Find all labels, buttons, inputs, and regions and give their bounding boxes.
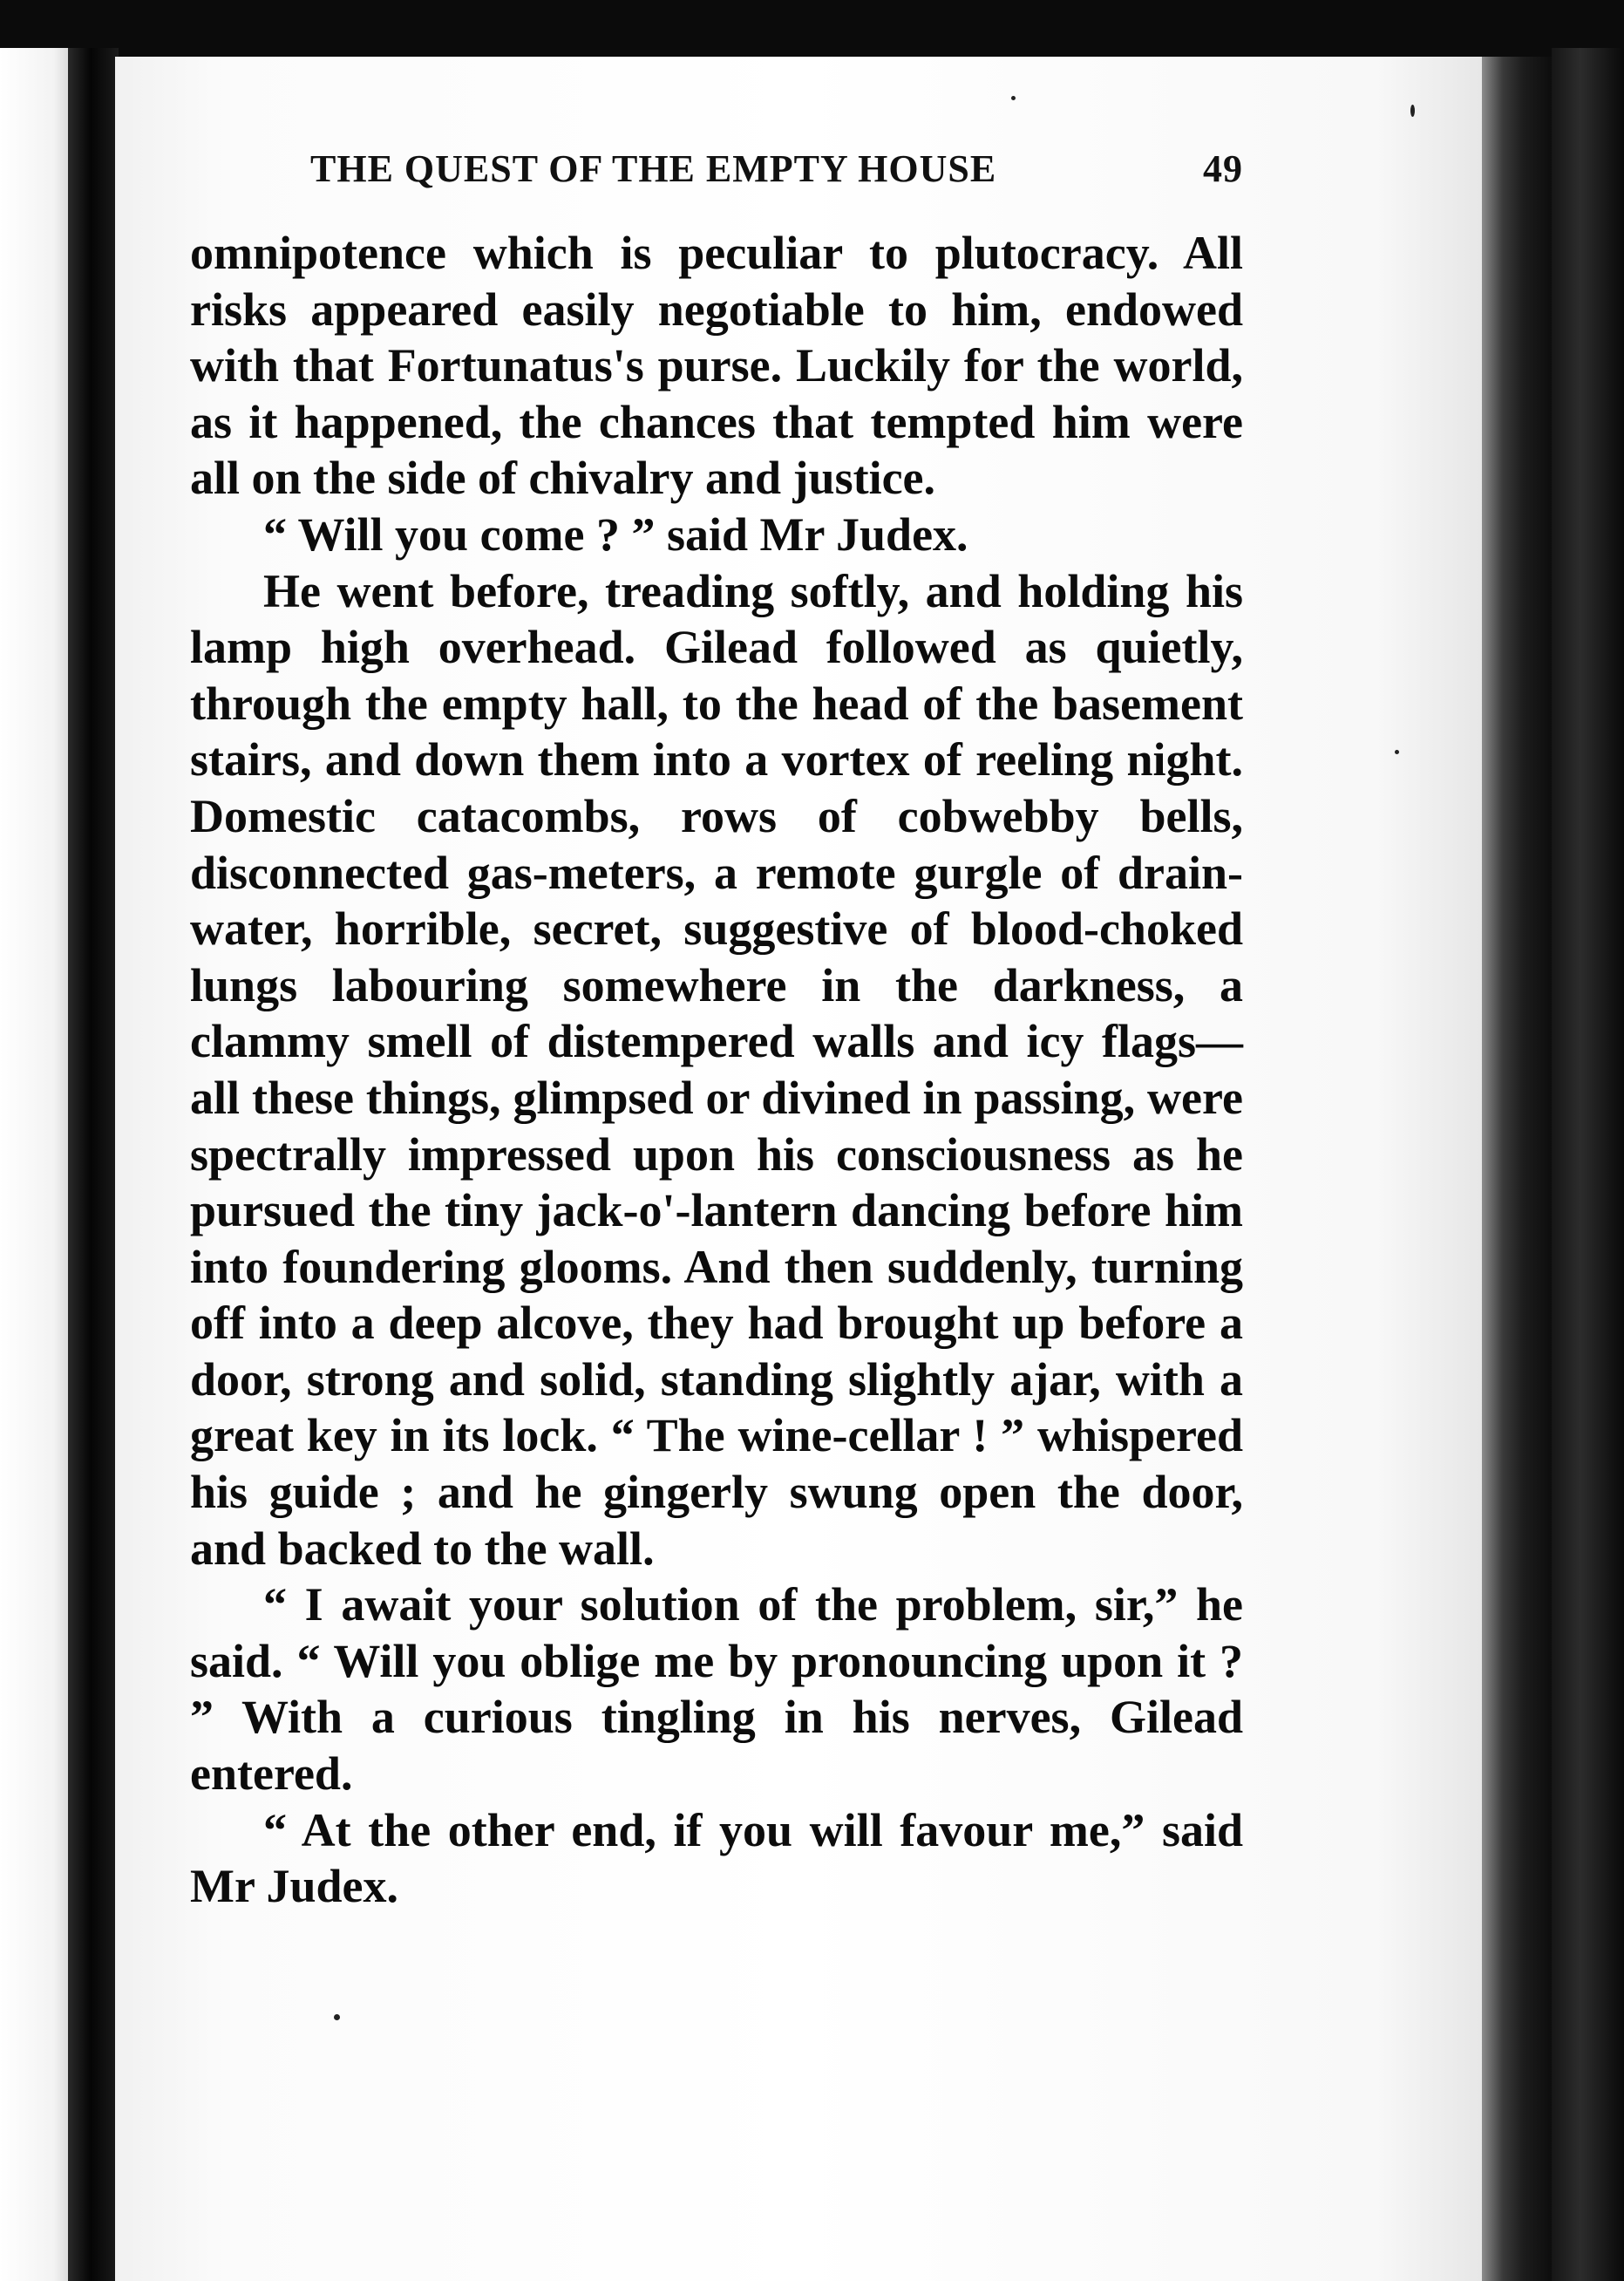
dust-speck [1011,96,1016,100]
page-number: 49 [1203,147,1243,190]
page-fore-edge-shadow [1482,57,1552,2281]
book-cover-edge [1552,48,1624,2281]
body-text [190,225,1243,1915]
paragraph: “ At the other end, if you will favour me,” said Mr Judex. [190,1803,1243,1913]
dust-speck [334,2014,340,2020]
dust-speck [1395,750,1399,754]
dust-speck [1410,105,1415,117]
paragraph: “ Will you come ? ” said Mr Judex. [263,507,968,561]
running-title: THE QUEST OF THE EMPTY HOUSE [310,147,997,190]
paragraph: He went before, treading softly, and holding his lamp high overhead. Gilead followed as quietly, through the empty hall, to the head of the basement stairs, and down them into a vortex of reeling night. Domestic catacombs, rows of cobwebby bells, disconnected gas-meters, a remote gurgle of drain-water, horrible, secret, suggestive of blood-choked lungs labouring somewhere in the darkness, a clammy smell of distempered walls and icy flags—all these things, glimpsed or divined in passing, were spectrally impressed upon his consciousness as he pursued the tiny jack-o'-lantern dancing before him into foundering glooms. And then suddenly, turning off into a deep alcove, they had brought up before a door, strong and solid, standing slightly ajar, with a great key in its lock. “ The wine-cellar ! ” whispered his guide ; and he gingerly swung open the door, and backed to the wall. [190,564,1243,1575]
facing-page-edge [0,48,77,2281]
running-header [310,146,1243,199]
book-gutter [68,48,119,2281]
paragraph: omnipotence which is peculiar to plutocracy. All risks appeared easily negotiable to him, endowed with that Fortunatus's purse. Luckily for the world, as it happened, the chances that tempted him were all on the side of chivalry and justice. [190,227,1243,505]
paragraph: “ I await your solution of the problem, sir,” he said. “ Will you oblige me by pronouncing upon it ? ” With a curious tingling in his nerves, Gilead entered. [190,1578,1243,1801]
